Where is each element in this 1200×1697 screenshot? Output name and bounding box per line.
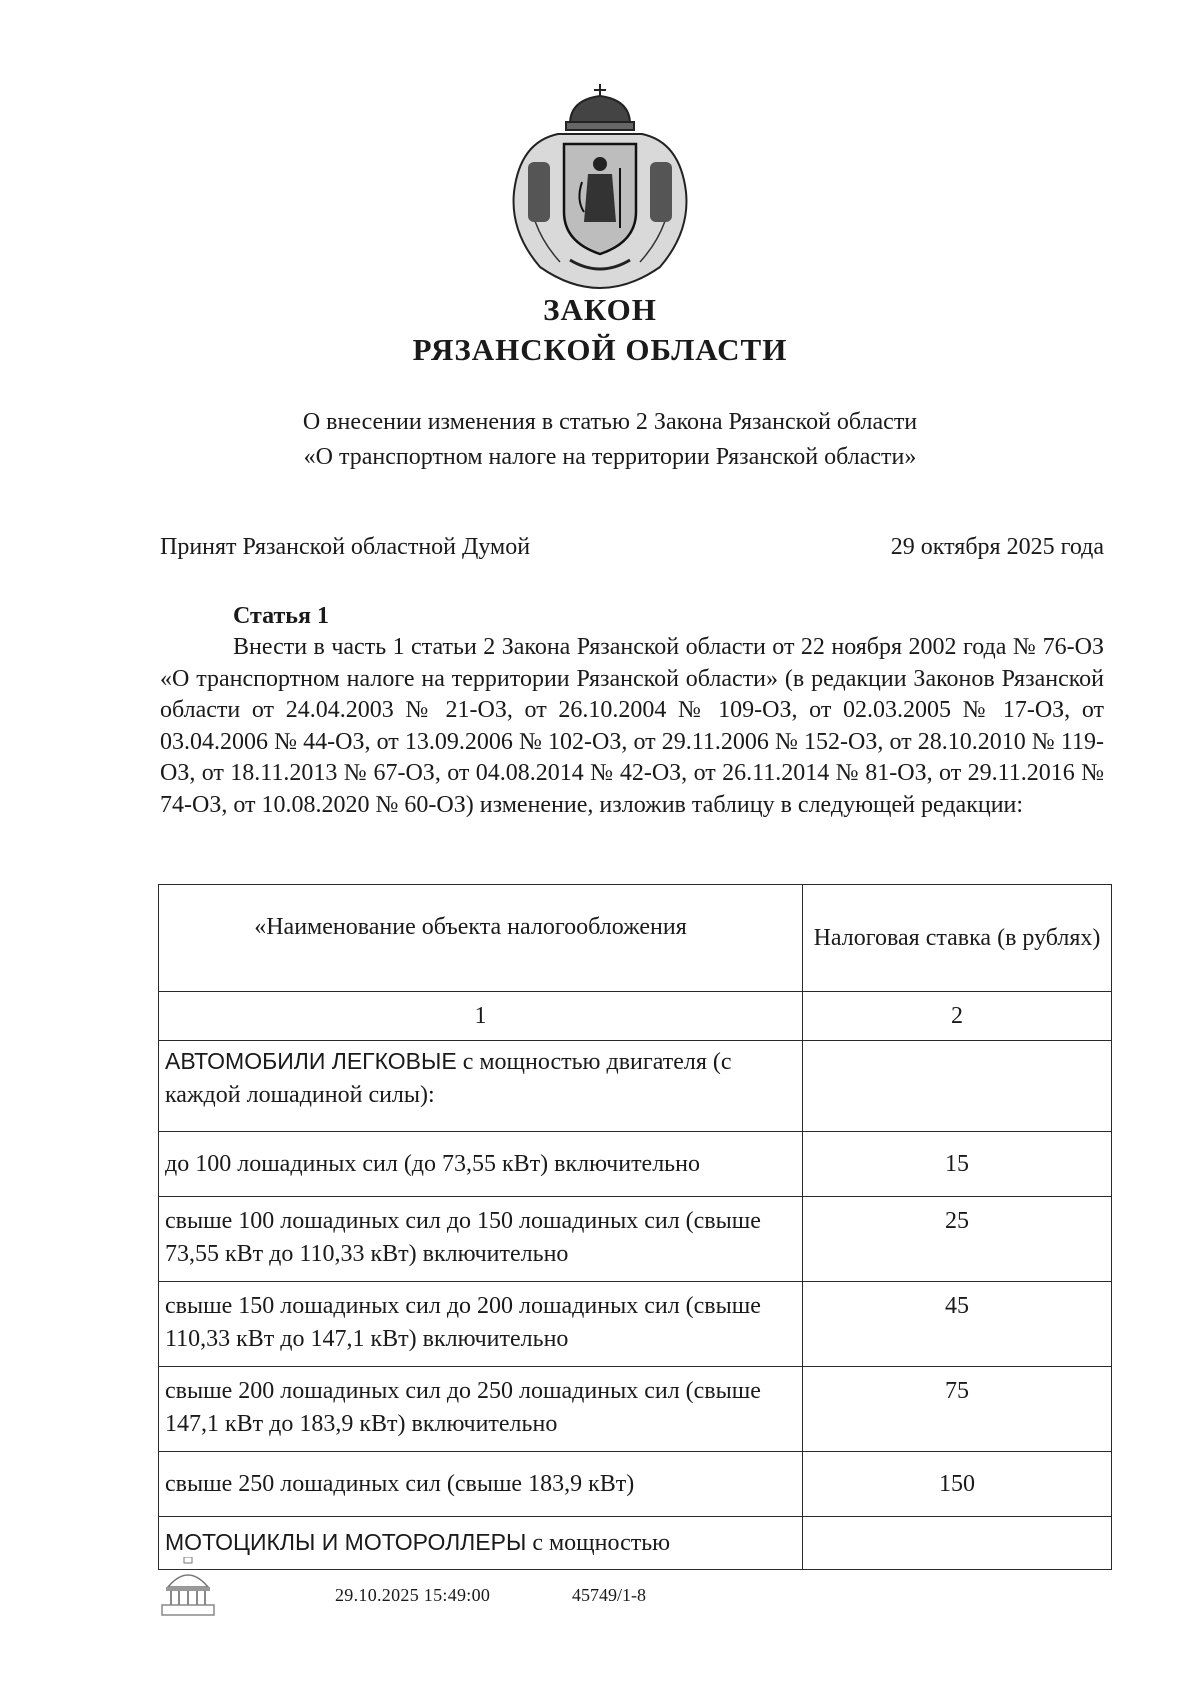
table-row [159,1132,1112,1197]
table-column-numbers [159,992,1112,1041]
row-rate: 15 [802,1132,1111,1197]
article-text: Внести в часть 1 статьи 2 Закона Рязанской области от 22 ноября 2002 года № 76-ОЗ «О транспортном налоге на территории Рязанской области» (в редакции Законов Рязанской области от 24.04.2003 № 21-ОЗ, от 26.10.2004 № 109-ОЗ, от 02.03.2005 № 17-ОЗ, от 03.04.2006 № 44-ОЗ, от 13.09.2006 № 102-ОЗ, от 29.11.2006 № 152-ОЗ, от 28.10.2010 № 119-ОЗ, от 18.11.2013 № 67-ОЗ, от 04.08.2014 № 42-ОЗ, от 26.11.2014 № 81-ОЗ, от 29.11.2016 № 74-ОЗ, от 10.08.2020 № 60-ОЗ) изменение, изложив таблицу в следующей редакции: [160,634,1104,818]
coat-of-arms-icon [500,82,700,294]
category-moto-rate [802,1517,1111,1570]
category-moto-rest: с мощностью [526,1530,671,1556]
law-region: РЯЗАНСКОЙ ОБЛАСТИ [412,332,788,367]
law-title: ЗАКОН [543,292,657,327]
table-row [159,1282,1112,1367]
category-cars-caps: АВТОМОБИЛИ ЛЕГКОВЫЕ [165,1048,457,1074]
row-object-name: до 100 лошадиных сил (до 73,55 кВт) включительно [159,1132,803,1197]
row-object-name: свыше 150 лошадиных сил до 200 лошадиных сил (свыше 110,33 кВт до 147,1 кВт) включительно [159,1282,803,1367]
header-tax-rate: Налоговая ставка (в рублях) [802,885,1111,992]
category-moto [159,1517,803,1570]
tax-rate-table [158,884,1112,1570]
duma-building-icon [160,1557,216,1619]
row-rate: 75 [802,1367,1111,1452]
law-subtitle-line2: «О транспортном налоге на территории Рязанской области» [303,444,917,470]
footer-doc-number: 45749/1-8 [572,1585,646,1605]
category-row-cars [159,1041,1112,1132]
header-object-name [159,885,803,992]
row-object-name: свыше 200 лошадиных сил до 250 лошадиных сил (свыше 147,1 кВт до 183,9 кВт) включительно [159,1367,803,1452]
adopted-by: Принят Рязанской областной Думой [160,534,531,560]
header-object-name-text: «Наименование объекта налогообложения [254,913,687,940]
adopted-date: 29 октября 2025 года [890,534,1104,560]
footer-timestamp: 29.10.2025 15:49:00 [335,1585,491,1605]
category-row-moto [159,1517,1112,1570]
law-subtitle-line1: О внесении изменения в статью 2 Закона Рязанской области [302,409,918,435]
column-number-1: 1 [159,992,803,1041]
table-row [159,1452,1112,1517]
category-cars-rate [802,1041,1111,1132]
table-row [159,1197,1112,1282]
article-heading: Статья 1 [233,603,329,629]
row-rate: 45 [802,1282,1111,1367]
row-object-name: свыше 250 лошадиных сил (свыше 183,9 кВт) [159,1452,803,1517]
row-rate: 150 [802,1452,1111,1517]
category-cars-rest: с мощностью двигателя (с каждой лошадиной силы): [165,1049,732,1108]
table-header-row [159,885,1112,992]
category-moto-caps: МОТОЦИКЛЫ И МОТОРОЛЛЕРЫ [165,1529,527,1555]
row-object-name: свыше 100 лошадиных сил до 150 лошадиных сил (свыше 73,55 кВт до 110,33 кВт) включительно [159,1197,803,1282]
table-row [159,1367,1112,1452]
column-number-2: 2 [802,992,1111,1041]
category-cars [159,1041,803,1132]
row-rate: 25 [802,1197,1111,1282]
